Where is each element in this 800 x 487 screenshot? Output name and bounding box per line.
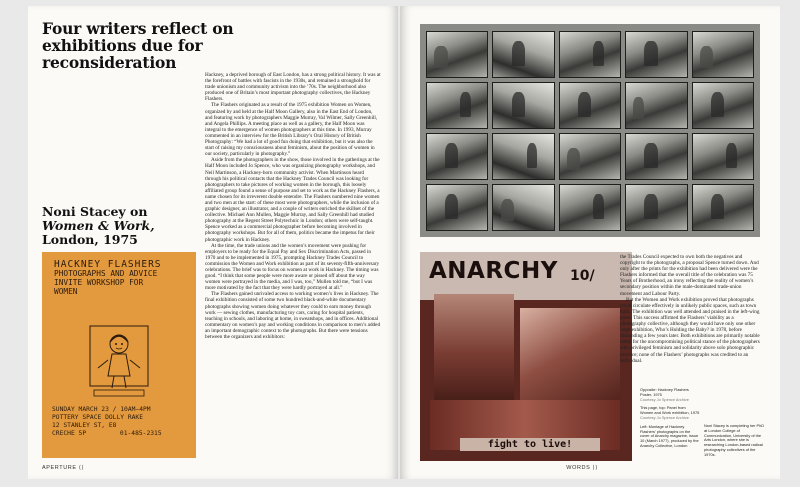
- caption-text: Left: Montage of Hackney Flashers’ photographs on the cover of Anarchy magazine, issue 10 (March 1977), produced by the Anarchy Collective, London: [640, 423, 699, 448]
- photo-frame: [692, 82, 754, 129]
- poster-detail-phone: 01-485-2315: [119, 430, 162, 437]
- photo-frame: [559, 184, 621, 231]
- caption: [640, 425, 700, 449]
- photo-frame: [492, 133, 554, 180]
- photo-frame: [426, 133, 488, 180]
- cover-slogan: fight to live!: [460, 438, 600, 451]
- body-paragraph: Aside from the photographers in the show, those involved in the gatherings at the Half Moon included Jo Spence, who was organizing photography workshops, and Neil Martinson, a Hackney-born community activist. When Martinson heard through his political contacts that the Hackney Trades Council was looking for photographers to take pictures of working women in the borough, this loosely affiliated group found a sense of purpose and set to work as the Hackney Flashers, a name chosen for its irreverent double entendre. The Flashers numbered nine women and two men at the start: of these most were photographers, while the inclusion of a graphic designer, an illustrator, and a couple of writers enriched the skillset of the collective. Michael Ann Mullen, Maggie Murray, and Sally Greenhill had studied photography at the Regent Street Polytechnic in London; others were self-taught. Spence worked as a commercial photographer before becoming involved in photography workshops. But for all of them, politics became the impetus for their photographic work in Hackney.: [205, 157, 380, 243]
- anarchy-magazine-cover: [420, 252, 632, 461]
- section-subhead: [42, 205, 182, 247]
- poster-illustration: [88, 318, 150, 398]
- body-paragraph: At the time, the trade unions and the women’s movement were pushing for employers to be ready for the Equal Pay and Sex Discrimination Acts, passed in 1970 and to be implemented in 1975, prompting Hackney Trades Council to commission the Women and Work exhibition as part of its seventy-fifth-anniversary celebrations. The brief was to focus on women at work in Hackney. The timing was good. “I think that some people were more aware or pissed off about the way women were portrayed in the media, and I was, too,” Mullen told me, “but I was more motivated by the fact that they were hardly portrayed at all.”: [205, 242, 380, 292]
- photo-frame: [492, 82, 554, 129]
- caption: [640, 388, 700, 402]
- poster-line: HACKNEY FLASHERS: [54, 259, 162, 270]
- photo-frame: [559, 82, 621, 129]
- photo-frame: [625, 82, 687, 129]
- photo-frame: [692, 31, 754, 78]
- poster-detail-line: SUNDAY MARCH 23 / 10AM–4PM: [52, 406, 151, 413]
- poster-detail-line: POTTERY SPACE DOLLY RAKE: [52, 414, 143, 421]
- poster-line: PHOTOGRAPHS AND ADVICE: [54, 269, 158, 278]
- article-headline: Four writers reflect on exhibitions due for reconsideration: [42, 19, 234, 72]
- poster-line: WOMEN: [54, 287, 78, 296]
- contact-sheet-photo: [420, 24, 760, 237]
- caption-text: Opposite: Hackney Flashers Poster, 1975: [640, 387, 689, 397]
- poster-title: [54, 260, 184, 296]
- subhead-place-year: London, 1975: [42, 232, 138, 247]
- page-footer-left: APERTURE ⟨⟨: [42, 465, 85, 471]
- photo-frame: [492, 31, 554, 78]
- image-captions: [640, 388, 700, 453]
- photo-frame: [426, 184, 488, 231]
- photo-frame: [426, 31, 488, 78]
- article-body-column-right: [620, 254, 760, 364]
- poster-details: [52, 406, 192, 438]
- poster-detail-row: [52, 430, 192, 438]
- photo-frame: [492, 184, 554, 231]
- photo-frame: [559, 133, 621, 180]
- caption: [640, 406, 700, 420]
- body-paragraph: Hackney, a deprived borough of East London, has a strong political history. It was at the forefront of battles with fascists in the 1930s, and remained a stronghold for trade unionism and community activism into the ’70s. The neighborhood also produced one of Britain’s most important photography collectives, the Hackney Flashers.: [205, 72, 381, 103]
- caption-credit: Courtesy Jo Spence Archive: [640, 414, 689, 420]
- photo-frame: [426, 82, 488, 129]
- photo-frame: [625, 133, 687, 180]
- cover-masthead: ANARCHY: [429, 258, 558, 284]
- right-page: [400, 6, 780, 479]
- body-paragraph: But the Women and Work exhibition proved that photographs could circulate effectively in unlikely public spaces, such as town halls. The exhibition was well attended and praised in the left-wing press. This success affirmed the Flashers’ viability as a photography collective, although they would have only one other large exhibition, Who’s Holding the Baby? in 1978, before disbanding a few years later. Both exhibitions are primarily notable today for the uncompromising political stance of the photographers who privileged feminism and solidarity above solo photographic practice; none of the Flashers’ photographs was credited to an individual.: [620, 296, 760, 364]
- article-body-column: [205, 72, 381, 462]
- cover-photo: [520, 308, 620, 412]
- page-footer-right: WORDS ⟩⟩: [566, 465, 598, 471]
- body-paragraph: The Flashers originated as a result of the 1975 exhibition Women on Women, organized by and held at the Half Moon Gallery, also in the East End of London, and featuring work by photographers Maggie Murray, Val Wilmer, Sally Greenhill, and Angela Phillips. A meeting place as well as a gallery, the Half Moon was integral to the emergence of women photographers at this time. In 1993, Murray commented in an interview for the British Library’s Oral History of British Photography: “We had a lot of good fun doing that exhibition, but it was also the start of raising my consciousness about feminism, about the position of women in our society, particularly in photography.”: [205, 102, 378, 158]
- caption-credit: Courtesy Jo Spence Archive: [640, 396, 689, 402]
- body-paragraph: the Trades Council expected to own both the negatives and copyright to the photographs, a proposal Spence turned down. And only after the prints for the exhibition had been delivered were the Flashers informed that the overall title of the celebration was 75 Years of Brotherhood, an irony reflecting the reality of women’s secondary position within the male-dominated trade-union movement and Labour Party.: [620, 254, 759, 297]
- hackney-flashers-poster: [42, 252, 196, 458]
- left-page: [28, 6, 398, 479]
- contact-sheet-grid: [426, 31, 754, 231]
- photo-frame: [625, 184, 687, 231]
- poster-detail-creche: CRECHE 5P: [52, 430, 87, 437]
- subhead-exhibition-title: Women & Work,: [42, 218, 155, 233]
- subhead-author: Noni Stacey on: [42, 204, 148, 219]
- body-paragraph: The Flashers gained unrivaled access to working women’s lives in Hackney. The final exhibition consisted of some two hundred black-and-white documentary photographs showing women doing whatever they could to earn money through work — sewing clothes, manufacturing toy cars, caring for hospital patients, teaching in schools, and laboring at home, in sweatshops, and in offices. Additional commentary on women’s pay and working conditions in comparison to men’s added an important demographic context to the photographs. But there were tensions between the organizers and exhibitors:: [205, 291, 381, 341]
- caption-text: This page, top: Panel from Women and Work exhibition, 1975: [640, 405, 700, 416]
- cover-issue-number: 10/: [570, 268, 595, 284]
- poster-detail-line: 12 STANLEY ST, E8: [52, 422, 117, 429]
- author-bio: Noni Stacey is completing her PhD at London College of Communication, University of the Arts London, where she is researching London-based radical photography collectives of the 1970s.: [704, 423, 765, 457]
- photo-frame: [692, 133, 754, 180]
- photo-frame: [559, 31, 621, 78]
- photo-frame: [692, 184, 754, 231]
- poster-line: INVITE WORKSHOP FOR: [54, 278, 144, 287]
- photo-frame: [625, 31, 687, 78]
- cover-photo: [434, 294, 514, 412]
